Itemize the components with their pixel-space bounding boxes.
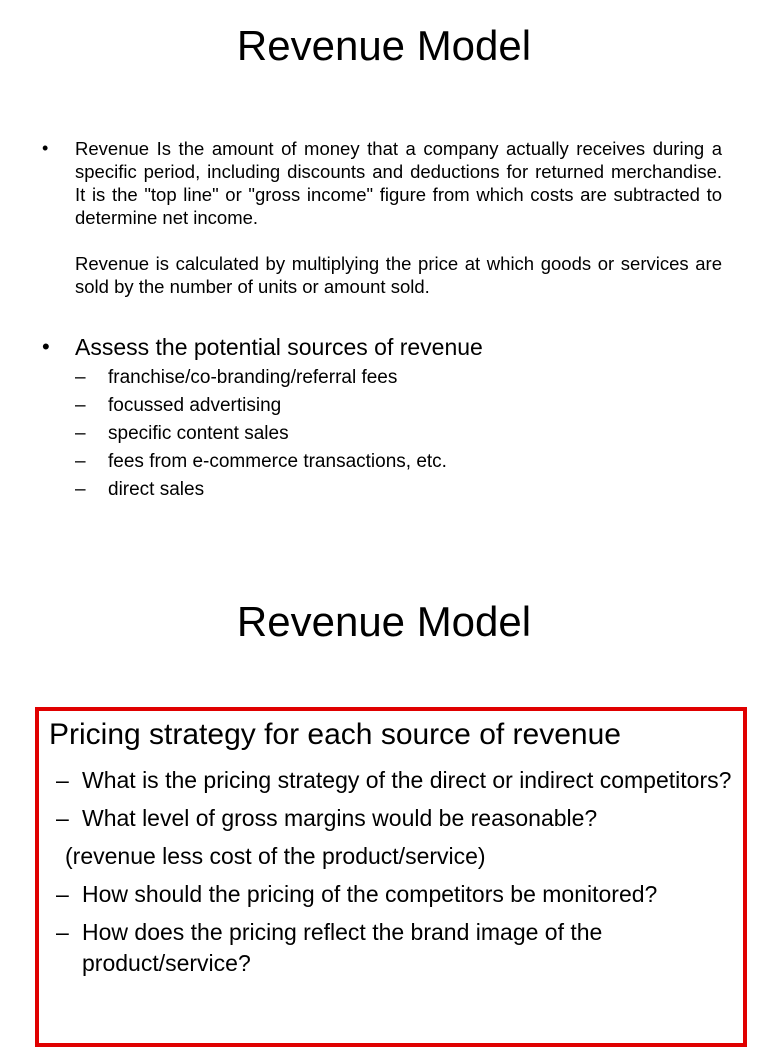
list-item: [56, 803, 733, 834]
list-item-text: fees from e-commerce transactions, etc.: [108, 451, 447, 472]
list-item: [75, 476, 722, 504]
list-item-text: focussed advertising: [108, 395, 282, 416]
bullet-mark: •: [42, 334, 50, 359]
dash-mark: –: [75, 451, 86, 472]
dash-mark: –: [75, 367, 86, 388]
list-item: [75, 448, 722, 476]
question-text: What level of gross margins would be reasonable?: [82, 805, 598, 831]
list-item: [75, 364, 722, 392]
bullet-mark: •: [42, 138, 49, 158]
revenue-sources-list: [75, 364, 722, 504]
dash-mark: –: [75, 423, 86, 444]
dash-mark: –: [75, 395, 86, 416]
bullet-assess-sources: [42, 333, 722, 504]
pricing-strategy-box: [35, 707, 747, 1047]
question-text: How does the pricing reflect the brand image of the product/service?: [82, 919, 603, 976]
slide-title: Revenue Model: [236, 598, 532, 645]
dash-mark: –: [56, 881, 69, 907]
list-item-text: specific content sales: [108, 423, 289, 444]
slide-title: Revenue Model: [236, 22, 532, 69]
dash-mark: –: [56, 805, 69, 831]
list-item: [56, 879, 733, 910]
list-item-text: direct sales: [108, 479, 205, 500]
list-item: [75, 420, 722, 448]
pricing-strategy-heading: Pricing strategy for each source of revenue: [49, 718, 621, 751]
dash-mark: –: [75, 479, 86, 500]
list-item: [56, 917, 733, 979]
pricing-questions-list: [56, 765, 733, 986]
list-item: [75, 392, 722, 420]
bullet-revenue-definition: [42, 137, 722, 298]
assess-sources-heading: Assess the potential sources of revenue: [75, 334, 483, 360]
question-text: What is the pricing strategy of the direct or indirect competitors?: [82, 767, 732, 793]
list-item: [56, 765, 733, 796]
dash-mark: –: [56, 919, 69, 945]
question-text: How should the pricing of the competitors be monitored?: [82, 881, 658, 907]
slide-revenue-model-2: [0, 580, 768, 1024]
gross-margin-note: (revenue less cost of the product/service): [65, 843, 486, 869]
list-item-text: franchise/co-branding/referral fees: [108, 367, 398, 388]
revenue-calculation-paragraph: Revenue is calculated by multiplying the price at which goods or services are sold by the number of units or amount sold.: [75, 253, 722, 297]
revenue-definition-paragraph: Revenue Is the amount of money that a company actually receives during a specific period, including discounts and deductions for returned merchandise. It is the "top line" or "gross income" figure from which costs are subtracted to determine net income.: [75, 138, 722, 228]
dash-mark: –: [56, 767, 69, 793]
